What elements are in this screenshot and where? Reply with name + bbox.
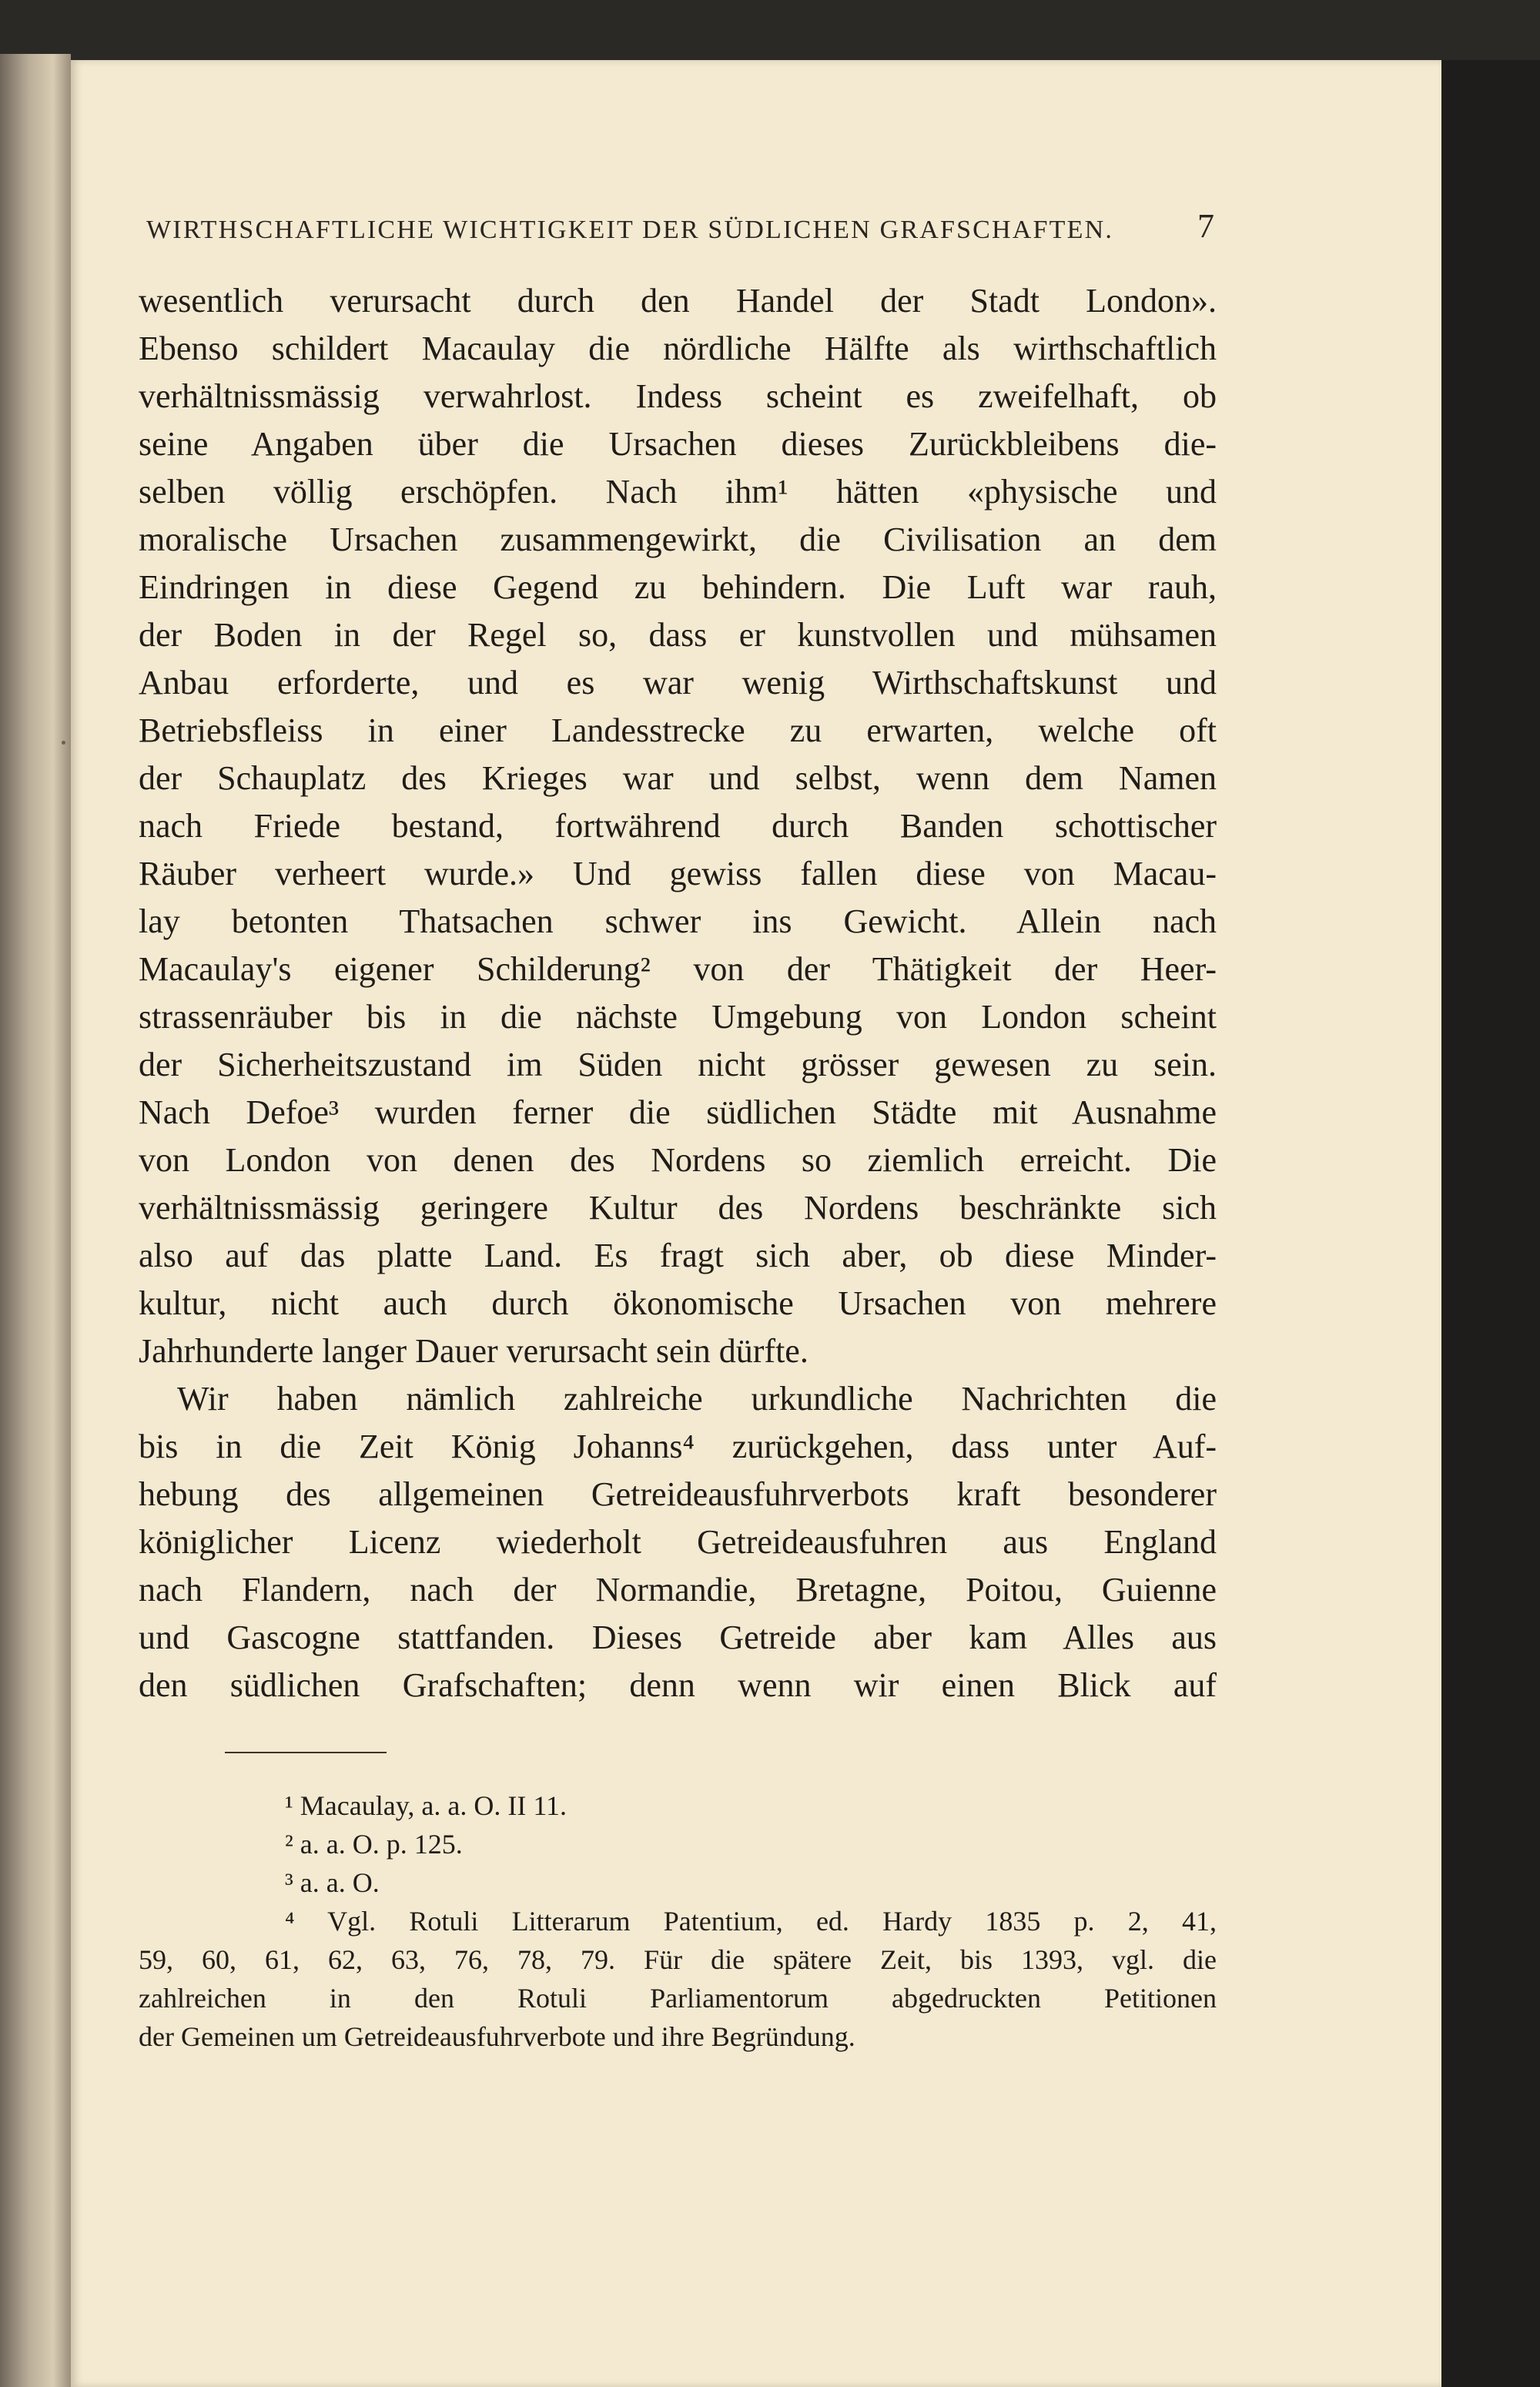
footnote-4-line: der Gemeinen um Getreideausfuhrverbote und ihre Begründung. [139, 2021, 855, 2052]
footnote-1: ¹ Macaulay, a. a. O. II 11. [285, 1790, 567, 1821]
body-text [139, 277, 1217, 1709]
text-line: Eindringen in diese Gegend zu behindern. Die Luft war rauh, [139, 568, 1217, 606]
page-number: 7 [1197, 207, 1214, 245]
text-line: nach Flandern, nach der Normandie, Bretagne, Poitou, Guienne [139, 1571, 1217, 1609]
running-head: WIRTHSCHAFTLICHE WICHTIGKEIT DER SÜDLICHEN GRAFSCHAFTEN. [146, 216, 1114, 244]
text-line: nach Friede bestand, fortwährend durch Banden schottischer [139, 807, 1217, 845]
text-line: Ebenso schildert Macaulay die nördliche Hälfte als wirthschaftlich [139, 330, 1217, 367]
footnote-4-line: 59, 60, 61, 62, 63, 76, 78, 79. Für die spätere Zeit, bis 1393, vgl. die [139, 1944, 1217, 1975]
footnote-2: ² a. a. O. p. 125. [285, 1829, 463, 1860]
text-line: der Schauplatz des Krieges war und selbst, wenn dem Namen [139, 759, 1217, 797]
text-line: Räuber verheert wurde.» Und gewiss fallen diese von Macau- [139, 855, 1217, 892]
paper-speck [62, 741, 65, 745]
facing-page-edge [0, 54, 71, 2387]
footnote-4-line: ⁴ Vgl. Rotuli Litterarum Patentium, ed. Hardy 1835 p. 2, 41, [285, 1906, 1217, 1937]
footnote-4-line: zahlreichen in den Rotuli Parliamentorum abgedruckten Petitionen [139, 1983, 1217, 2014]
text-line: selben völlig erschöpfen. Nach ihm¹ hätten «physische und [139, 473, 1217, 511]
text-line: Wir haben nämlich zahlreiche urkundliche Nachrichten die [177, 1380, 1217, 1418]
text-line: also auf das platte Land. Es fragt sich aber, ob diese Minder- [139, 1237, 1217, 1274]
text-line: strassenräuber bis in die nächste Umgebung von London scheint [139, 998, 1217, 1036]
text-line: hebung des allgemeinen Getreideausfuhrverbots kraft besonderer [139, 1475, 1217, 1513]
text-line: verhältnissmässig geringere Kultur des Nordens beschränkte sich [139, 1189, 1217, 1227]
text-line: Betriebsfleiss in einer Landesstrecke zu erwarten, welche oft [139, 711, 1217, 749]
text-line: lay betonten Thatsachen schwer ins Gewicht. Allein nach [139, 902, 1217, 940]
text-line: von London von denen des Nordens so ziemlich erreicht. Die [139, 1141, 1217, 1179]
footnotes [139, 1786, 1217, 2056]
footnote-3: ³ a. a. O. [285, 1867, 380, 1898]
text-line: Nach Defoe³ wurden ferner die südlichen Städte mit Ausnahme [139, 1093, 1217, 1131]
text-line: kultur, nicht auch durch ökonomische Ursachen von mehrere [139, 1284, 1217, 1322]
text-line: bis in die Zeit König Johanns⁴ zurückgehen, dass unter Auf- [139, 1428, 1217, 1465]
text-line: seine Angaben über die Ursachen dieses Zurückbleibens die- [139, 425, 1217, 463]
text-line: moralische Ursachen zusammengewirkt, die Civilisation an dem [139, 521, 1217, 558]
scan-background [1441, 60, 1540, 2387]
footnote-rule [225, 1752, 387, 1753]
text-line: der Boden in der Regel so, dass er kunstvollen und mühsamen [139, 616, 1217, 654]
text-line: und Gascogne stattfanden. Dieses Getreide aber kam Alles aus [139, 1619, 1217, 1656]
text-line: den südlichen Grafschaften; denn wenn wir einen Blick auf [139, 1666, 1217, 1704]
text-line: Jahrhunderte langer Dauer verursacht sein dürfte. [139, 1332, 808, 1370]
text-line: Macaulay's eigener Schilderung² von der Thätigkeit der Heer- [139, 950, 1217, 988]
text-line: Anbau erforderte, und es war wenig Wirthschaftskunst und [139, 664, 1217, 701]
text-line: wesentlich verursacht durch den Handel der Stadt London». [139, 282, 1217, 320]
text-line: verhältnissmässig verwahrlost. Indess scheint es zweifelhaft, ob [139, 377, 1217, 415]
text-line: der Sicherheitszustand im Süden nicht grösser gewesen zu sein. [139, 1046, 1217, 1083]
text-line: königlicher Licenz wiederholt Getreideausfuhren aus England [139, 1523, 1217, 1561]
